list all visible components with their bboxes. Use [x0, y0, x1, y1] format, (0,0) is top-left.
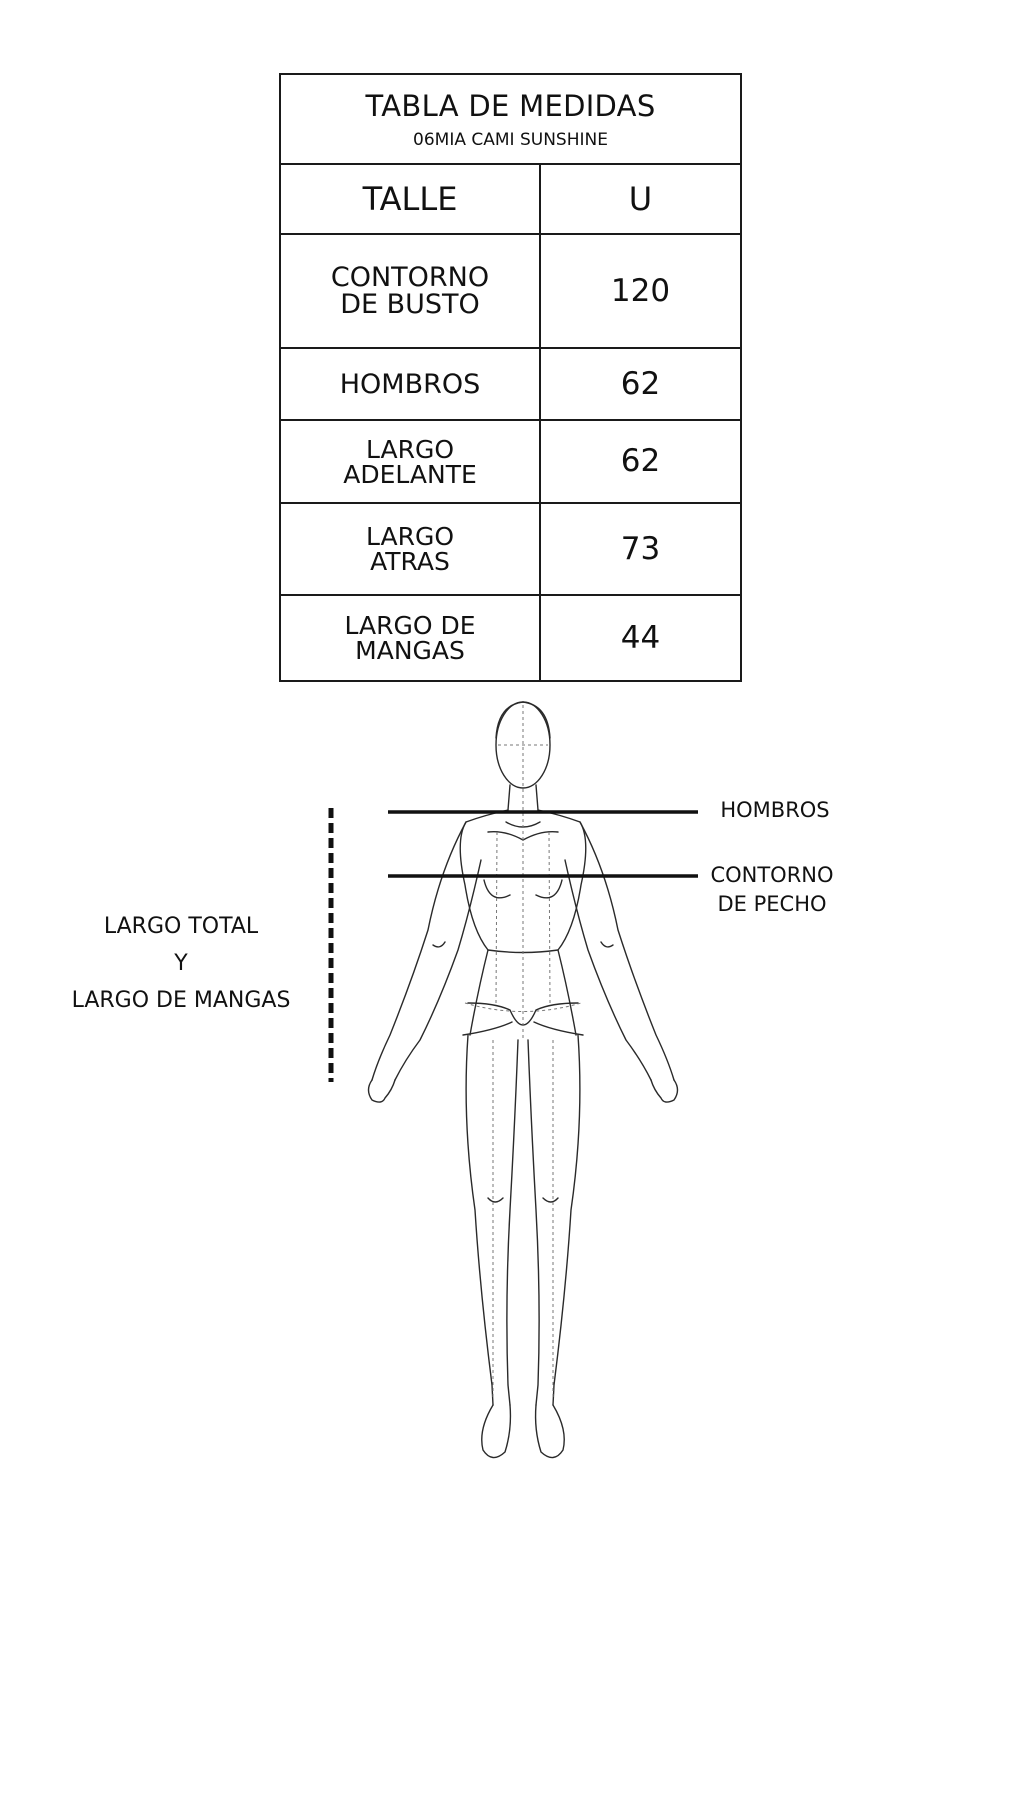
- row-label-largo-mangas: LARGO DE MANGAS: [280, 595, 540, 681]
- table-title: TABLA DE MEDIDAS: [365, 88, 656, 123]
- label-largo-total-mangas: LARGO TOTAL Y LARGO DE MANGAS: [71, 914, 291, 1013]
- label-contorno-pecho: CONTORNO DE PECHO: [710, 863, 834, 917]
- size-header-value: U: [540, 164, 741, 234]
- row-value-hombros: 62: [540, 348, 741, 420]
- row-label-contorno-busto: CONTORNO DE BUSTO: [280, 234, 540, 348]
- row-label-hombros: HOMBROS: [280, 348, 540, 420]
- size-header-label: TALLE: [280, 164, 540, 234]
- row-value-contorno-busto: 120: [540, 234, 741, 348]
- row-value-largo-adelante: 62: [540, 420, 741, 503]
- row-value-largo-mangas: 44: [540, 595, 741, 681]
- row-value-largo-atras: 73: [540, 503, 741, 595]
- row-label-largo-adelante: LARGO ADELANTE: [280, 420, 540, 503]
- table-subtitle: 06MIA CAMI SUNSHINE: [413, 129, 608, 150]
- label-hombros: HOMBROS: [720, 798, 830, 822]
- row-label-largo-atras: LARGO ATRAS: [280, 503, 540, 595]
